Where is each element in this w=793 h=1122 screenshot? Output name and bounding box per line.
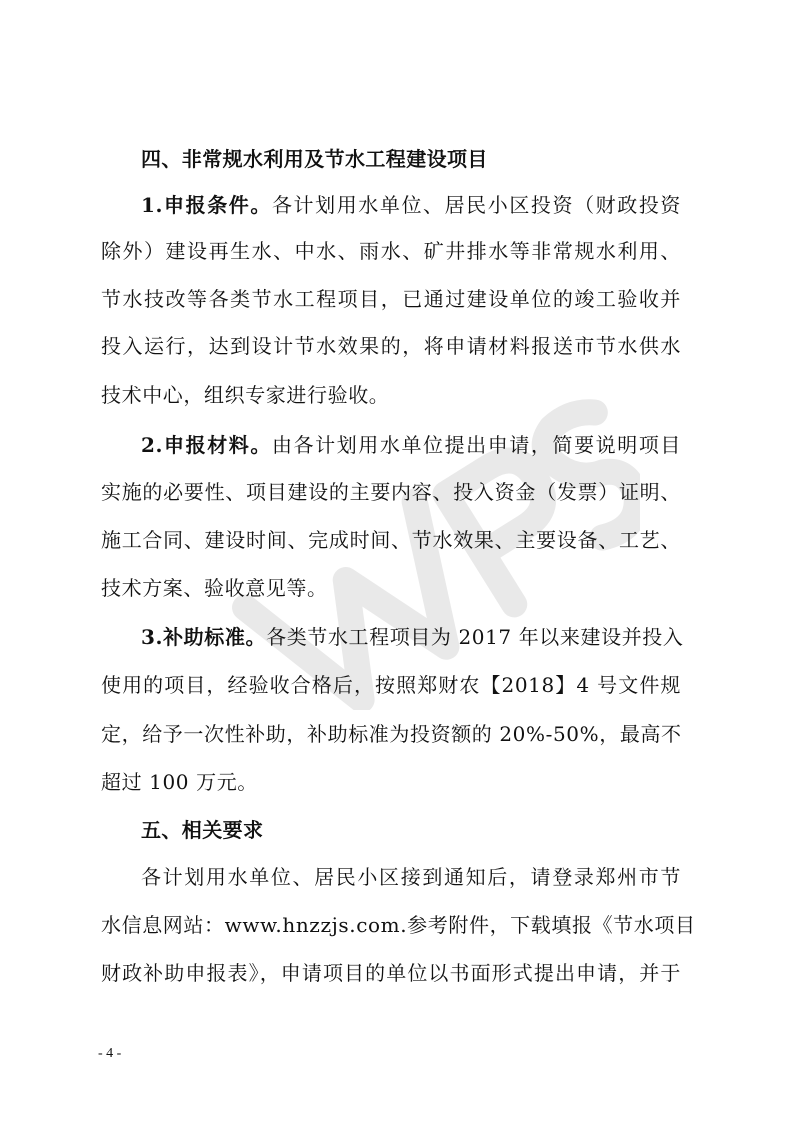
line-text: 节水技改等各类节水工程项目，已通过建设单位的竣工验收并 — [101, 287, 681, 311]
paragraph-line — [101, 672, 681, 698]
line-text: 技术方案、验收意见等。 — [101, 576, 328, 600]
line-text: 水信息网站：www.hnzzjs.com.参考附件，下载填报《节水项目 — [101, 913, 696, 937]
paragraph-line — [101, 769, 681, 795]
heading-text: 四、非常规水利用及节水工程建设项目 — [141, 147, 488, 171]
section-heading-five — [141, 817, 681, 843]
paragraph-line — [101, 382, 681, 408]
paragraph-line — [101, 286, 681, 312]
line-text: 实施的必要性、项目建设的主要内容、投入资金（发票）证明、 — [101, 480, 681, 504]
paragraph-line — [141, 624, 684, 650]
line-text: 施工合同、建设时间、完成时间、节水效果、主要设备、工艺、 — [101, 528, 681, 552]
line-text: 由各计划用水单位提出申请，简要说明项目 — [271, 433, 681, 457]
paragraph-line — [101, 333, 681, 359]
item-lead-application-conditions: 1.申报条件。 — [141, 193, 272, 217]
paragraph-line — [101, 960, 681, 986]
section-heading-four — [141, 146, 681, 172]
paragraph-line — [141, 864, 681, 890]
line-text: 各类节水工程项目为 2017 年以来建设并投入 — [266, 625, 684, 649]
line-text: 投入运行，达到设计节水效果的，将申请材料报送市节水供水 — [101, 334, 681, 358]
heading-text: 五、相关要求 — [141, 818, 264, 842]
paragraph-line — [101, 721, 681, 747]
paragraph-line — [101, 912, 696, 938]
item-lead-subsidy-standard: 3.补助标准。 — [141, 625, 267, 649]
item-lead-application-materials: 2.申报材料。 — [141, 433, 272, 457]
paragraph-line — [101, 575, 681, 601]
line-text: 各计划用水单位、居民小区接到通知后，请登录郑州市节 — [141, 865, 681, 889]
page-number: - 4 - — [98, 1046, 122, 1061]
line-text: 各计划用水单位、居民小区投资（财政投资 — [271, 193, 681, 217]
line-text: 定，给予一次性补助，补助标准为投资额的 20%-50%，最高不 — [101, 722, 682, 746]
paragraph-line — [101, 527, 681, 553]
paragraph-line — [141, 432, 681, 458]
line-text: 除外）建设再生水、中水、雨水、矿井排水等非常规水利用、 — [101, 239, 681, 263]
paragraph-line — [141, 192, 681, 218]
line-text: 超过 100 万元。 — [101, 770, 258, 794]
line-text: 财政补助申报表》，申请项目的单位以书面形式提出申请，并于 — [101, 961, 681, 985]
line-text: 使用的项目，经验收合格后，按照郑财农【2018】4 号文件规 — [101, 673, 681, 697]
line-text: 技术中心，组织专家进行验收。 — [101, 383, 390, 407]
paragraph-line — [101, 479, 681, 505]
paragraph-line — [101, 238, 681, 264]
